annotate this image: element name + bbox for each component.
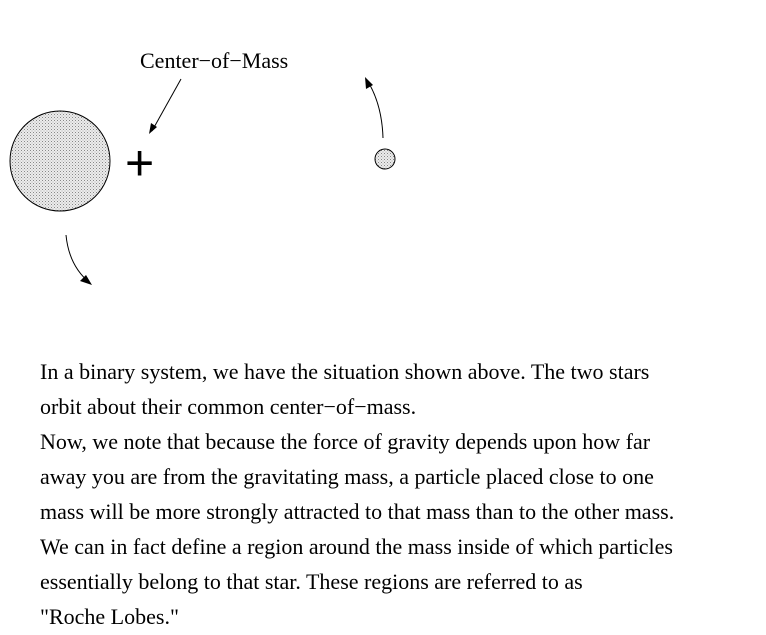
text-line: In a binary system, we have the situation shown above. The two stars xyxy=(40,359,650,384)
small-star-orbit-arrow xyxy=(365,77,383,138)
text-line: away you are from the gravitating mass, a particle placed close to one xyxy=(40,464,654,489)
text-line: Now, we note that because the force of gravity depends upon how far xyxy=(40,429,651,454)
text-line: We can in fact define a region around the mass inside of which particles xyxy=(40,534,673,559)
explanation-text xyxy=(40,354,760,634)
small-star xyxy=(375,149,395,169)
center-of-mass-marker: + xyxy=(125,135,155,191)
center-of-mass-label: Center−of−Mass xyxy=(140,48,289,73)
large-star-orbit-arrow xyxy=(66,235,92,285)
text-line: essentially belong to that star. These regions are referred to as xyxy=(40,569,583,594)
center-of-mass-pointer-arrow xyxy=(149,79,181,134)
large-star xyxy=(10,111,110,211)
text-line: mass will be more strongly attracted to that mass than to the other mass. xyxy=(40,499,675,524)
text-line: "Roche Lobes." xyxy=(40,604,179,629)
text-line: orbit about their common center−of−mass. xyxy=(40,394,417,419)
